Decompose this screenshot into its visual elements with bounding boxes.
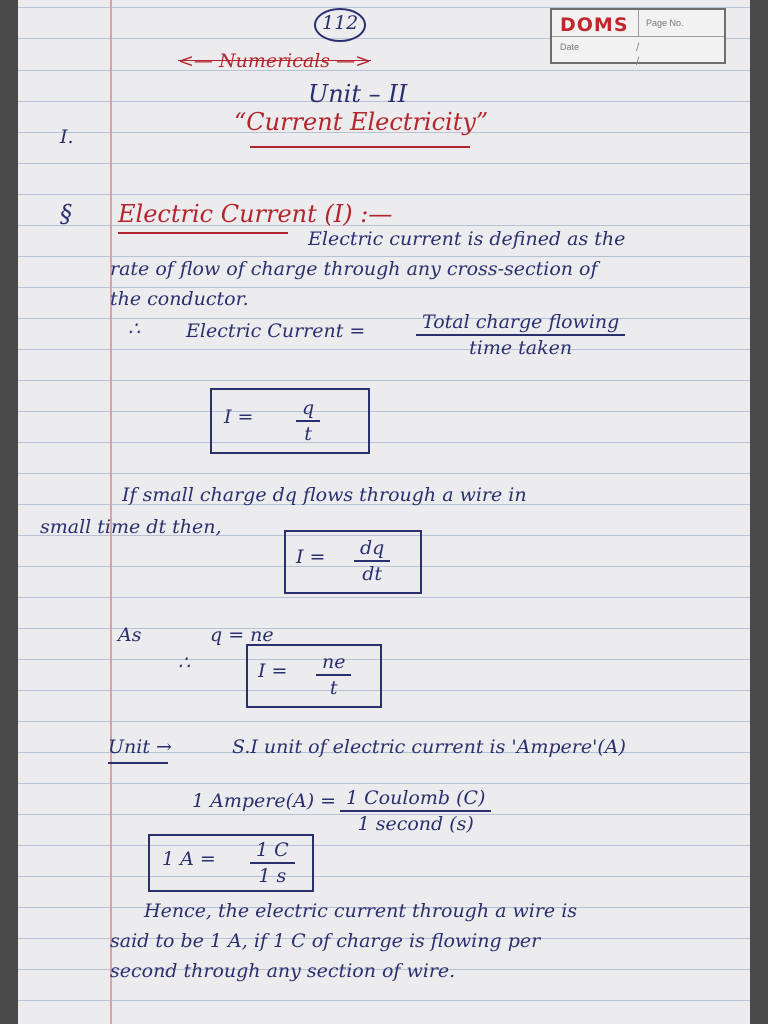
formula-box-4	[148, 834, 314, 892]
conclusion-line-1: Hence, the electric current through a wire is	[144, 900, 578, 922]
formula-2-den: dt	[362, 563, 383, 585]
date-slashes: / /	[636, 40, 668, 68]
section-mark: §	[60, 200, 72, 228]
formula-2-fraction	[354, 536, 390, 586]
ampere-den: 1 second (s)	[357, 813, 474, 835]
ampere-lhs: 1 Ampere(A) =	[192, 790, 337, 812]
conclusion-line-3: second through any section of wire.	[110, 960, 456, 982]
formula-2-num: dq	[354, 536, 390, 562]
current-numerator: Total charge flowing	[416, 310, 625, 336]
page-no-label: Page No.	[646, 18, 684, 28]
current-fraction	[416, 310, 625, 360]
doms-divider	[552, 36, 724, 37]
formula-1-den: t	[304, 423, 312, 445]
formula-4-den: 1 s	[258, 865, 287, 887]
electric-current-heading: Electric Current (I) :—	[118, 200, 393, 228]
margin-line	[110, 0, 112, 1024]
date-label: Date	[560, 42, 580, 52]
current-denominator: time taken	[469, 337, 573, 359]
page-number: 112	[322, 12, 359, 34]
small-charge-line-2: small time dt then,	[40, 516, 222, 538]
numericals-heading: <— Numericals —>	[178, 50, 371, 72]
chapter-title: “Current Electricity”	[234, 108, 489, 136]
unit-label: Unit →	[108, 736, 172, 758]
formula-box-1	[210, 388, 370, 454]
doms-header-box	[550, 8, 726, 68]
formula-3-num: ne	[316, 650, 351, 676]
q-equals-ne: q = ne	[210, 624, 274, 646]
formula-4-lhs: 1 A =	[162, 848, 216, 870]
si-unit-text: S.I unit of electric current is 'Ampere'(A)	[232, 736, 626, 758]
definition-line-3: the conductor.	[110, 288, 249, 310]
definition-line-1: Electric current is defined as the	[308, 228, 626, 250]
formula-box-2	[284, 530, 422, 594]
margin-mark: I.	[60, 126, 74, 148]
doms-logo: DOMS	[560, 14, 629, 36]
unit-heading: Unit – II	[308, 80, 408, 108]
unit-label-underline	[108, 762, 168, 764]
formula-1-fraction	[296, 396, 320, 446]
heading-underline	[118, 232, 288, 234]
ampere-fraction	[340, 786, 491, 836]
notebook-page	[18, 0, 750, 1024]
current-lhs: Electric Current =	[186, 320, 366, 342]
therefore-symbol: ∴	[128, 318, 141, 340]
formula-3-lhs: I =	[258, 660, 288, 682]
ampere-num: 1 Coulomb (C)	[340, 786, 491, 812]
formula-3-fraction	[316, 650, 351, 700]
formula-4-num: 1 C	[250, 838, 295, 864]
formula-4-fraction	[250, 838, 295, 888]
therefore-symbol-2: ∴	[178, 652, 191, 674]
formula-1-lhs: I =	[224, 406, 254, 428]
formula-box-3	[246, 644, 382, 708]
as-label: As	[118, 624, 142, 646]
conclusion-line-2: said to be 1 A, if 1 C of charge is flowing per	[110, 930, 541, 952]
definition-line-2: rate of flow of charge through any cross-section of	[110, 258, 598, 280]
formula-1-num: q	[296, 396, 320, 422]
formula-3-den: t	[329, 677, 338, 699]
doms-divider-vertical	[638, 10, 639, 36]
title-underline	[250, 146, 470, 148]
small-charge-line-1: If small charge dq flows through a wire in	[122, 484, 527, 506]
formula-2-lhs: I =	[296, 546, 326, 568]
